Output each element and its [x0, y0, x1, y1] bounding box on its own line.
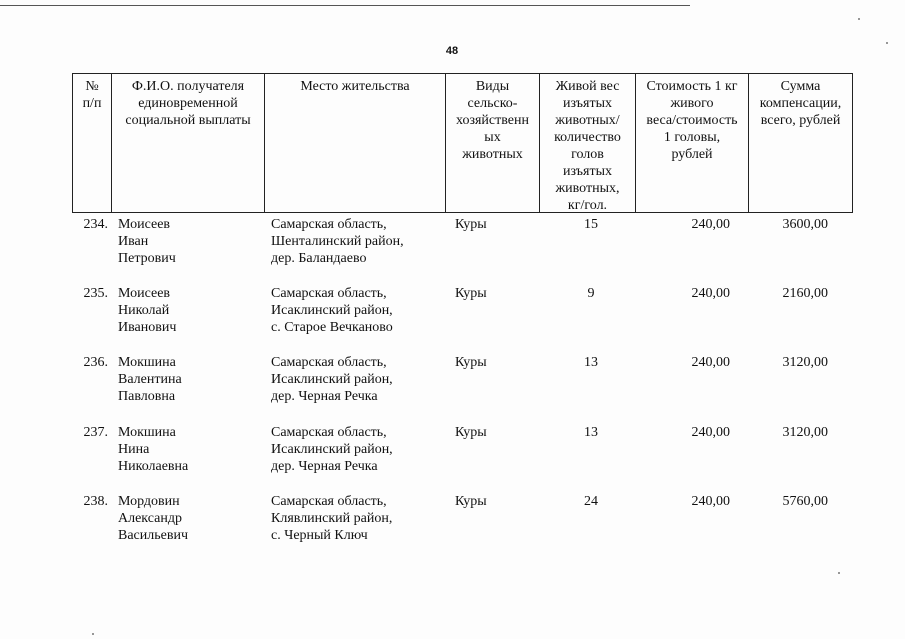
scan-speck	[858, 18, 860, 20]
scan-speck	[886, 42, 888, 44]
recipient-name: Моисеев Иван Петрович	[118, 217, 176, 266]
header-price: Стоимость 1 кг живого веса/стоимость 1 головы, рублей	[636, 74, 749, 212]
residence: Самарская область, Исаклинский район, дер. Черная Речка	[271, 425, 393, 474]
table-row	[72, 285, 853, 345]
table-header	[72, 73, 853, 213]
scan-speck	[838, 572, 840, 574]
header-sum: Сумма компенсации, всего, рублей	[759, 79, 842, 128]
recipient-name: Моисеев Николай Иванович	[118, 286, 177, 335]
recipient-name: Мокшина Валентина Павловна	[118, 355, 182, 404]
compensation-sum: 3120,00	[782, 425, 828, 440]
compensation-sum: 2160,00	[782, 286, 828, 301]
live-weight: 13	[584, 355, 598, 370]
header-address: Место жительства	[265, 74, 446, 212]
unit-price: 240,00	[691, 355, 730, 370]
residence: Самарская область, Шенталинский район, дер. Баландаево	[271, 217, 404, 266]
row-number: 235.	[83, 286, 108, 301]
compensation-sum: 3120,00	[782, 355, 828, 370]
animal-type: Куры	[455, 425, 487, 440]
recipient-name: Мокшина Нина Николаевна	[118, 425, 189, 474]
table-row	[72, 424, 853, 484]
residence: Самарская область, Клявлинский район, с. Черный Ключ	[271, 494, 393, 543]
unit-price: 240,00	[691, 286, 730, 301]
live-weight: 15	[584, 217, 598, 232]
animal-type: Куры	[455, 494, 487, 509]
animal-type: Куры	[455, 355, 487, 370]
page-number: 48	[445, 45, 459, 57]
header-animal-type: Виды сельско- хозяйственн ых животных	[446, 74, 540, 212]
compensation-sum: 5760,00	[782, 494, 828, 509]
table-row	[72, 354, 853, 414]
table-row	[72, 216, 853, 276]
unit-price: 240,00	[691, 494, 730, 509]
animal-type: Куры	[455, 286, 487, 301]
animal-type: Куры	[455, 217, 487, 232]
scan-edge-line	[0, 5, 690, 6]
residence: Самарская область, Исаклинский район, с. Старое Вечканово	[271, 286, 393, 335]
live-weight: 24	[584, 494, 598, 509]
row-number: 236.	[83, 355, 108, 370]
header-weight: Живой вес изъятых животных/ количество голов изъятых животных, кг/гол.	[540, 74, 636, 212]
row-number: 234.	[83, 217, 108, 232]
compensation-sum: 3600,00	[782, 217, 828, 232]
unit-price: 240,00	[691, 425, 730, 440]
recipient-name: Мордовин Александр Васильевич	[118, 494, 188, 543]
table-row	[72, 493, 853, 553]
live-weight: 9	[587, 286, 595, 301]
row-number: 238.	[83, 494, 108, 509]
header-name: Ф.И.О. получателя единовременной социальной выплаты	[112, 74, 265, 212]
scan-speck	[92, 633, 94, 635]
residence: Самарская область, Исаклинский район, дер. Черная Речка	[271, 355, 393, 404]
live-weight: 13	[584, 425, 598, 440]
header-num: № п/п	[73, 74, 112, 212]
unit-price: 240,00	[691, 217, 730, 232]
row-number: 237.	[83, 425, 108, 440]
